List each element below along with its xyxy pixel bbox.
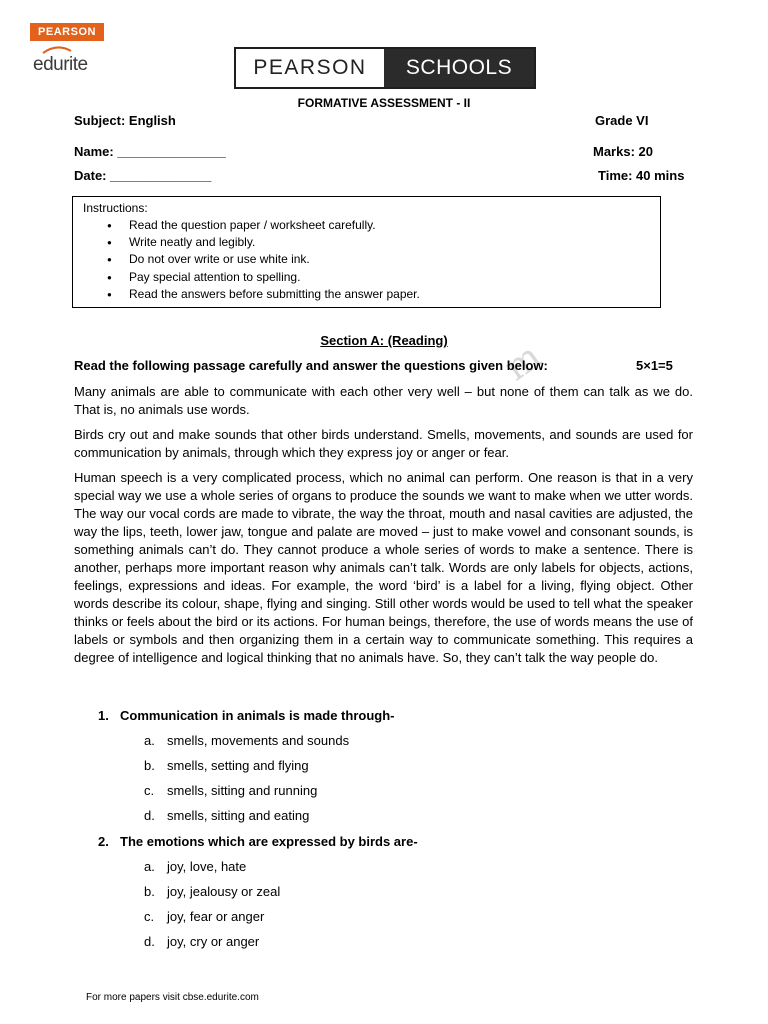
question-text: The emotions which are expressed by birds are- bbox=[120, 834, 418, 849]
passage-paragraph-3: Human speech is a very complicated process, which no animal can perform. One reason is that in a very special way we use a whole series of organs to produce the sounds we want to make when we utter words. The way our vocal cords are made to vibrate, the way the throat, mouth and nasal cavities are adjusted, the way the lips, teeth, lower jaw, tongue and palate are moved – just to make vowel and consonant sounds, is something animals can’t do. They cannot produce a whole series of words to make a sentence. There is another, perhaps more important reason why animals can’t talk. Words are only labels for objects, actions, feelings, expressions and ideas. For example, the word ‘bird’ is a label for a living, flying object. Other words describe its colour, shape, flying and singing. Still other words would be used to tell what the speaker thinks or feels about the bird or its actions. For human beings, therefore, the use of words means the use of labels or symbols and then organizing them in a certain way to communicate something. This requires a degree of intelligence and logical thinking that no animals have. So, they can’t talk the way people do. bbox=[74, 470, 693, 665]
option-2a: a. joy, love, hate bbox=[144, 859, 247, 874]
banner-left: PEARSON bbox=[253, 56, 367, 79]
date-field: Date: ______________ bbox=[74, 168, 212, 183]
instructions-heading: Instructions: bbox=[83, 201, 148, 215]
option-1d: d. smells, sitting and eating bbox=[144, 808, 310, 823]
instruction-item: ● Write neatly and legibly. bbox=[129, 234, 650, 251]
question-1 bbox=[98, 708, 394, 723]
assessment-title: FORMATIVE ASSESSMENT - II bbox=[297, 96, 471, 110]
question-number: 2. bbox=[98, 834, 109, 849]
marks-label: Marks: 20 bbox=[593, 144, 653, 159]
option-2d: d. joy, cry or anger bbox=[144, 934, 260, 949]
option-1b: b. smells, setting and flying bbox=[144, 758, 309, 773]
option-1c: c. smells, sitting and running bbox=[144, 783, 318, 798]
passage-paragraph-2: Birds cry out and make sounds that other birds understand. Smells, movements, and sounds are used for communication by animals, through which they express joy or anger or fear. bbox=[74, 427, 693, 460]
banner-right: SCHOOLS bbox=[384, 49, 534, 87]
question-text: Communication in animals is made through- bbox=[120, 708, 395, 723]
instruction-item: ● Pay special attention to spelling. bbox=[129, 269, 650, 286]
footer-note: For more papers visit cbse.edurite.com bbox=[86, 992, 259, 1003]
option-2c: c. joy, fear or anger bbox=[144, 909, 265, 924]
question-2 bbox=[98, 834, 418, 849]
watermark: m bbox=[497, 335, 549, 390]
edurite-logo: edurite bbox=[33, 54, 88, 75]
pearson-logo: PEARSON bbox=[30, 23, 104, 41]
section-marks: 5×1=5 bbox=[636, 358, 673, 373]
name-field: Name: _______________ bbox=[74, 144, 226, 159]
instructions-box bbox=[72, 196, 661, 308]
instruction-item: ● Read the question paper / worksheet carefully. bbox=[129, 217, 650, 234]
subject-label: Subject: English bbox=[74, 113, 176, 128]
question-number: 1. bbox=[98, 708, 109, 723]
pearson-schools-banner bbox=[234, 47, 536, 89]
option-2b: b. joy, jealousy or zeal bbox=[144, 884, 281, 899]
section-prompt: Read the following passage carefully and answer the questions given below: bbox=[74, 358, 548, 373]
instruction-item: ● Read the answers before submitting the answer paper. bbox=[129, 286, 650, 303]
grade-label: Grade VI bbox=[595, 113, 649, 128]
instructions-list bbox=[83, 217, 650, 303]
passage-paragraph-1: Many animals are able to communicate with each other very well – but none of them can talk as we do. That is, no animals use words. bbox=[74, 384, 693, 417]
time-label: Time: 40 mins bbox=[598, 168, 685, 183]
option-1a: a. smells, movements and sounds bbox=[144, 733, 350, 748]
instruction-item: ● Do not over write or use white ink. bbox=[129, 251, 650, 268]
section-title: Section A: (Reading) bbox=[320, 333, 448, 348]
